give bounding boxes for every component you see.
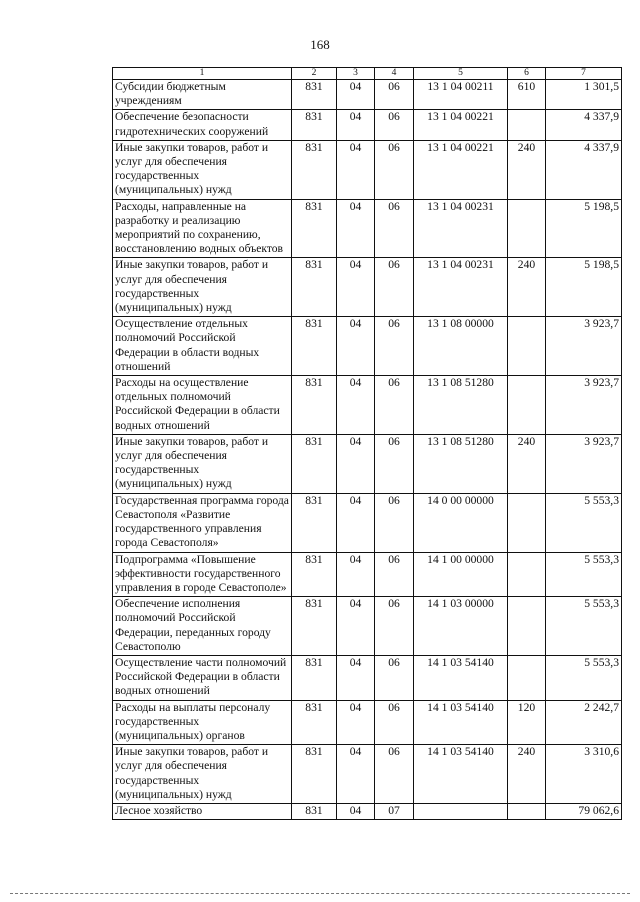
cell-target-item: 13 1 04 00221 bbox=[414, 110, 508, 140]
cell-amount: 3 310,6 bbox=[546, 745, 622, 804]
cell-section: 04 bbox=[337, 376, 375, 435]
cell-section: 04 bbox=[337, 552, 375, 597]
table-row bbox=[113, 745, 622, 804]
cell-department: 831 bbox=[292, 745, 337, 804]
cell-name: Расходы, направленные на разработку и реализацию мероприятий по сохранению, восстановлению водных объектов bbox=[113, 199, 292, 258]
cell-expense-type bbox=[508, 655, 546, 700]
cell-section: 04 bbox=[337, 199, 375, 258]
cell-target-item: 14 1 03 54140 bbox=[414, 745, 508, 804]
cell-expense-type: 240 bbox=[508, 140, 546, 199]
cell-subsection: 06 bbox=[375, 493, 414, 552]
table-row bbox=[113, 80, 622, 110]
cell-section: 04 bbox=[337, 80, 375, 110]
cell-expense-type bbox=[508, 803, 546, 819]
cell-expense-type bbox=[508, 317, 546, 376]
cell-department: 831 bbox=[292, 80, 337, 110]
cell-target-item: 13 1 08 51280 bbox=[414, 376, 508, 435]
cell-name: Иные закупки товаров, работ и услуг для обеспечения государственных (муниципальных) нужд bbox=[113, 745, 292, 804]
cell-subsection: 06 bbox=[375, 258, 414, 317]
table-row bbox=[113, 655, 622, 700]
table-row bbox=[113, 434, 622, 493]
cell-amount: 3 923,7 bbox=[546, 317, 622, 376]
cell-target-item: 13 1 08 00000 bbox=[414, 317, 508, 376]
cell-section: 04 bbox=[337, 655, 375, 700]
cell-amount: 79 062,6 bbox=[546, 803, 622, 819]
table-row bbox=[113, 552, 622, 597]
cell-name: Обеспечение исполнения полномочий Российской Федерации, переданных городу Севастополю bbox=[113, 597, 292, 656]
column-header-target-item: 5 bbox=[414, 68, 508, 80]
cell-subsection: 06 bbox=[375, 552, 414, 597]
cell-target-item: 14 1 03 00000 bbox=[414, 597, 508, 656]
cell-name: Подпрограмма «Повышение эффективности государственного управления в городе Севастополе» bbox=[113, 552, 292, 597]
cell-amount: 5 553,3 bbox=[546, 552, 622, 597]
cell-amount: 5 553,3 bbox=[546, 655, 622, 700]
cell-amount: 5 553,3 bbox=[546, 493, 622, 552]
cell-section: 04 bbox=[337, 434, 375, 493]
cell-expense-type bbox=[508, 597, 546, 656]
cell-amount: 2 242,7 bbox=[546, 700, 622, 745]
cell-department: 831 bbox=[292, 258, 337, 317]
cell-section: 04 bbox=[337, 493, 375, 552]
cell-department: 831 bbox=[292, 110, 337, 140]
cell-name: Обеспечение безопасности гидротехнических сооружений bbox=[113, 110, 292, 140]
cell-subsection: 06 bbox=[375, 700, 414, 745]
cell-target-item: 13 1 04 00231 bbox=[414, 258, 508, 317]
cell-subsection: 06 bbox=[375, 745, 414, 804]
cell-subsection: 07 bbox=[375, 803, 414, 819]
cell-target-item: 14 0 00 00000 bbox=[414, 493, 508, 552]
table-header-row bbox=[113, 68, 622, 80]
cell-subsection: 06 bbox=[375, 376, 414, 435]
cell-expense-type: 120 bbox=[508, 700, 546, 745]
cell-amount: 5 198,5 bbox=[546, 199, 622, 258]
column-header-expense-type: 6 bbox=[508, 68, 546, 80]
cell-expense-type bbox=[508, 493, 546, 552]
cell-expense-type: 240 bbox=[508, 258, 546, 317]
budget-table bbox=[112, 67, 622, 820]
column-header-name: 1 bbox=[113, 68, 292, 80]
table-row bbox=[113, 199, 622, 258]
column-header-amount: 7 bbox=[546, 68, 622, 80]
cell-expense-type: 240 bbox=[508, 434, 546, 493]
cell-name: Лесное хозяйство bbox=[113, 803, 292, 819]
cell-expense-type: 610 bbox=[508, 80, 546, 110]
cell-subsection: 06 bbox=[375, 110, 414, 140]
cell-subsection: 06 bbox=[375, 80, 414, 110]
table-row bbox=[113, 140, 622, 199]
table-row bbox=[113, 597, 622, 656]
cell-department: 831 bbox=[292, 199, 337, 258]
cell-section: 04 bbox=[337, 803, 375, 819]
cell-name: Иные закупки товаров, работ и услуг для обеспечения государственных (муниципальных) нужд bbox=[113, 258, 292, 317]
cell-amount: 5 553,3 bbox=[546, 597, 622, 656]
table-row bbox=[113, 317, 622, 376]
bottom-divider bbox=[10, 893, 630, 894]
cell-department: 831 bbox=[292, 700, 337, 745]
cell-subsection: 06 bbox=[375, 597, 414, 656]
cell-target-item: 13 1 08 51280 bbox=[414, 434, 508, 493]
cell-department: 831 bbox=[292, 655, 337, 700]
table-row bbox=[113, 493, 622, 552]
cell-name: Осуществление отдельных полномочий Российской Федерации в области водных отношений bbox=[113, 317, 292, 376]
column-header-department: 2 bbox=[292, 68, 337, 80]
cell-expense-type bbox=[508, 376, 546, 435]
cell-name: Расходы на осуществление отдельных полномочий Российской Федерации в области водных отношений bbox=[113, 376, 292, 435]
cell-section: 04 bbox=[337, 258, 375, 317]
cell-department: 831 bbox=[292, 140, 337, 199]
cell-target-item: 13 1 04 00221 bbox=[414, 140, 508, 199]
cell-name: Иные закупки товаров, работ и услуг для обеспечения государственных (муниципальных) нужд bbox=[113, 140, 292, 199]
table-row bbox=[113, 700, 622, 745]
cell-expense-type bbox=[508, 552, 546, 597]
column-header-subsection: 4 bbox=[375, 68, 414, 80]
cell-section: 04 bbox=[337, 745, 375, 804]
cell-department: 831 bbox=[292, 552, 337, 597]
cell-department: 831 bbox=[292, 803, 337, 819]
cell-department: 831 bbox=[292, 376, 337, 435]
cell-name: Осуществление части полномочий Российской Федерации в области водных отношений bbox=[113, 655, 292, 700]
cell-subsection: 06 bbox=[375, 655, 414, 700]
cell-subsection: 06 bbox=[375, 434, 414, 493]
cell-department: 831 bbox=[292, 493, 337, 552]
cell-target-item bbox=[414, 803, 508, 819]
cell-amount: 3 923,7 bbox=[546, 434, 622, 493]
cell-department: 831 bbox=[292, 434, 337, 493]
cell-amount: 1 301,5 bbox=[546, 80, 622, 110]
cell-section: 04 bbox=[337, 317, 375, 376]
cell-target-item: 13 1 04 00211 bbox=[414, 80, 508, 110]
cell-section: 04 bbox=[337, 700, 375, 745]
table-row bbox=[113, 258, 622, 317]
cell-target-item: 14 1 03 54140 bbox=[414, 700, 508, 745]
cell-amount: 3 923,7 bbox=[546, 376, 622, 435]
cell-section: 04 bbox=[337, 140, 375, 199]
cell-amount: 4 337,9 bbox=[546, 140, 622, 199]
column-header-section: 3 bbox=[337, 68, 375, 80]
cell-amount: 4 337,9 bbox=[546, 110, 622, 140]
cell-target-item: 14 1 03 54140 bbox=[414, 655, 508, 700]
cell-name: Расходы на выплаты персоналу государственных (муниципальных) органов bbox=[113, 700, 292, 745]
cell-subsection: 06 bbox=[375, 199, 414, 258]
cell-expense-type bbox=[508, 199, 546, 258]
page-number: 168 bbox=[310, 37, 330, 52]
cell-subsection: 06 bbox=[375, 317, 414, 376]
cell-target-item: 13 1 04 00231 bbox=[414, 199, 508, 258]
cell-expense-type: 240 bbox=[508, 745, 546, 804]
cell-expense-type bbox=[508, 110, 546, 140]
cell-department: 831 bbox=[292, 317, 337, 376]
cell-name: Государственная программа города Севастополя «Развитие государственного управления города Севастополя» bbox=[113, 493, 292, 552]
table-row bbox=[113, 803, 622, 819]
cell-name: Субсидии бюджетным учреждениям bbox=[113, 80, 292, 110]
cell-section: 04 bbox=[337, 597, 375, 656]
table-row bbox=[113, 110, 622, 140]
cell-section: 04 bbox=[337, 110, 375, 140]
cell-subsection: 06 bbox=[375, 140, 414, 199]
table-row bbox=[113, 376, 622, 435]
cell-name: Иные закупки товаров, работ и услуг для обеспечения государственных (муниципальных) нужд bbox=[113, 434, 292, 493]
cell-department: 831 bbox=[292, 597, 337, 656]
cell-amount: 5 198,5 bbox=[546, 258, 622, 317]
cell-target-item: 14 1 00 00000 bbox=[414, 552, 508, 597]
